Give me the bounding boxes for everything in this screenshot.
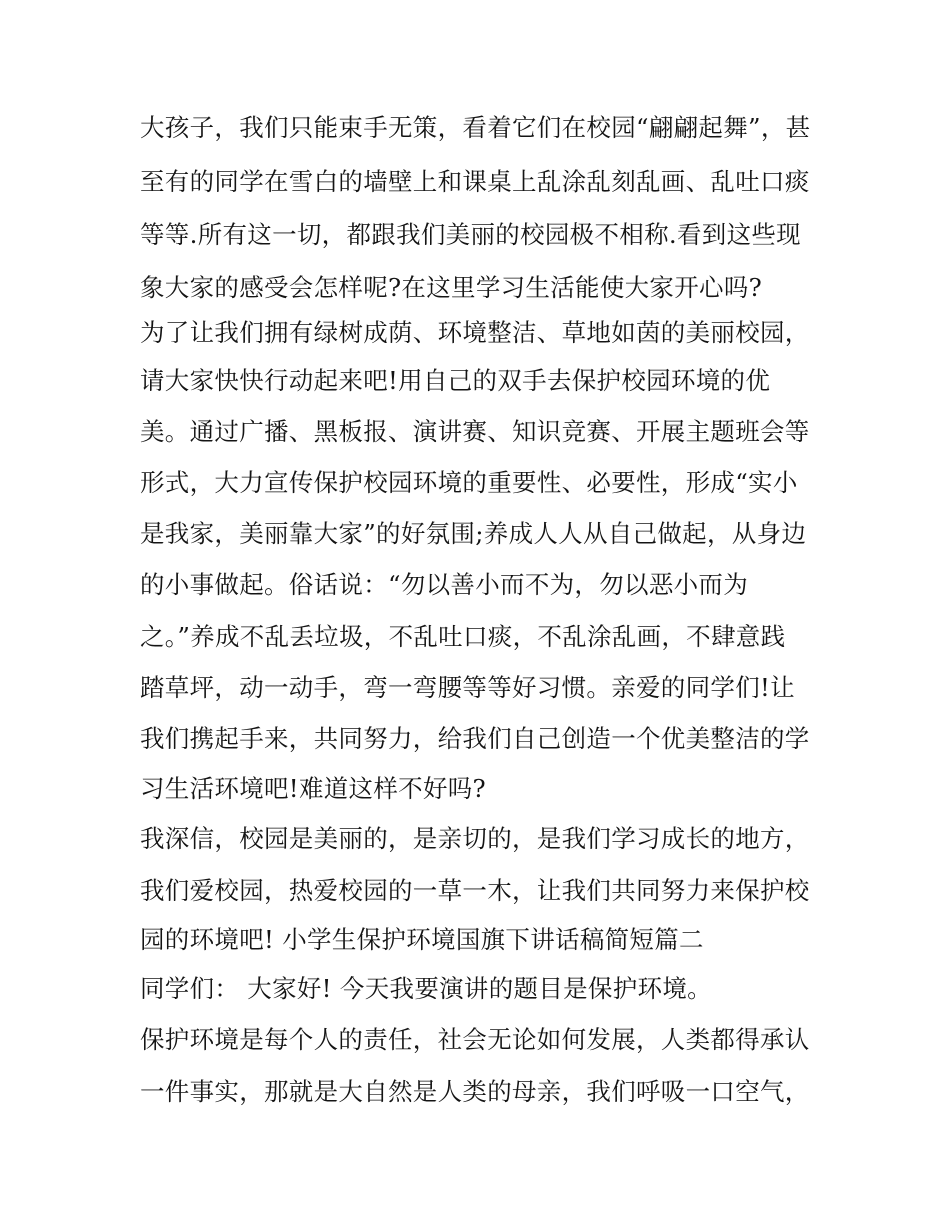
text-line: 美。通过广播、黑板报、演讲赛、知识竞赛、开展主题班会等 xyxy=(140,417,810,446)
text-line: 同学们： 大家好! 今天我要演讲的题目是保护环境。 xyxy=(140,974,712,1003)
text-line: 等等.所有这一切，都跟我们美丽的校园极不相称.看到这些现 xyxy=(140,220,801,249)
text-line: 踏草坪，动一动手，弯一弯腰等等好习惯。亲爱的同学们!让 xyxy=(140,673,795,702)
text-line: 习生活环境吧!难道这样不好吗? xyxy=(140,774,486,803)
text-line: 大孩子，我们只能束手无策，看着它们在校园“翩翩起舞”，甚 xyxy=(140,113,811,142)
text-line: 我们携起手来，共同努力，给我们自己创造一个优美整洁的学 xyxy=(140,724,810,753)
text-line: 的小事做起。俗话说：“勿以善小而不为，勿以恶小而为 xyxy=(140,570,749,599)
text-line: 之。”养成不乱丢垃圾，不乱吐口痰，不乱涂乱画，不肆意践 xyxy=(140,622,786,651)
text-line: 形式，大力宣传保护校园环境的重要性、必要性，形成“实小 xyxy=(140,468,798,497)
text-line: 至有的同学在雪白的墙壁上和课桌上乱涂乱刻乱画、乱吐口痰 xyxy=(140,167,810,196)
text-line: 象大家的感受会怎样呢?在这里学习生活能使大家开心吗? xyxy=(140,273,763,302)
text-line: 我们爱校园，热爱校园的一草一木，让我们共同努力来保护校 xyxy=(140,876,810,905)
text-line: 一件事实，那就是大自然是人类的母亲，我们呼吸一口空气， xyxy=(140,1077,810,1106)
text-line: 保护环境是每个人的责任，社会无论如何发展，人类都得承认 xyxy=(140,1025,810,1054)
text-line: 我深信，校园是美丽的，是亲切的，是我们学习成长的地方， xyxy=(140,824,810,853)
text-line: 是我家，美丽靠大家”的好氛围;养成人人从自己做起，从身边 xyxy=(140,519,807,548)
text-line: 园的环境吧! 小学生保护环境国旗下讲话稿简短篇二 xyxy=(140,925,704,954)
text-line: 为了让我们拥有绿树成荫、环境整洁、草地如茵的美丽校园， xyxy=(140,318,810,347)
text-line: 请大家快快行动起来吧!用自己的双手去保护校园环境的优 xyxy=(140,366,771,395)
